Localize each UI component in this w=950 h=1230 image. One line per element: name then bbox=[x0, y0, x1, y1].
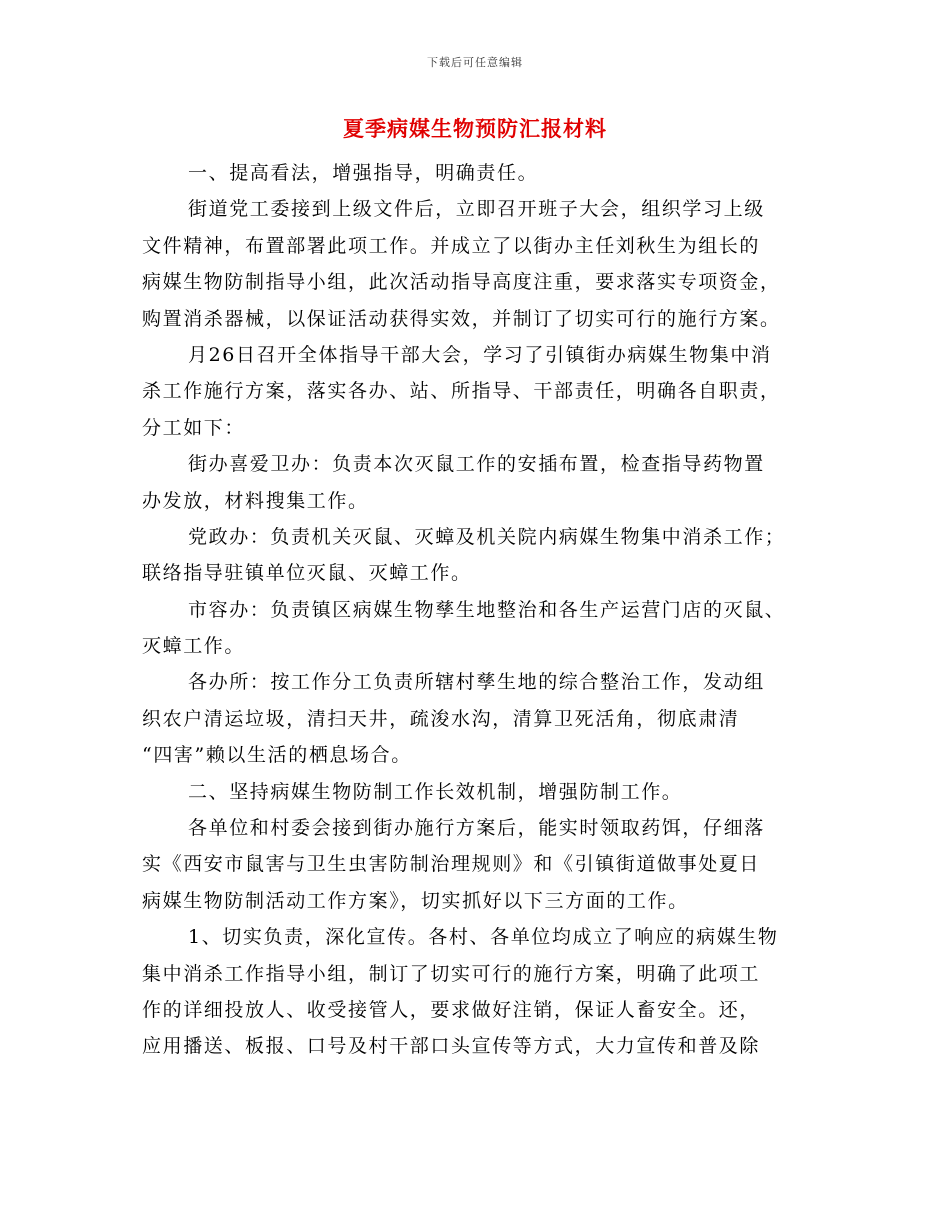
text-line: 月26日召开全体指导干部大会，学习了引镇街办病媒生物集中消 bbox=[188, 343, 772, 366]
text-line: 市容办：负责镇区病媒生物孳生地整治和各生产运营门店的灭鼠、 bbox=[188, 598, 786, 621]
text-line: 作的详细投放人、收受接管人，要求做好注销，保证人畜安全。还， bbox=[142, 998, 761, 1021]
text-line: 应用播送、板报、口号及村干部口头宣传等方式，大力宣传和普及除 bbox=[142, 1035, 761, 1058]
text-line: “四害”赖以生活的栖息场合。 bbox=[142, 744, 412, 767]
document-body bbox=[142, 155, 810, 1065]
text-line: 病媒生物防制指导小组，此次活动指导高度注重，要求落实专项资金， bbox=[142, 271, 781, 294]
text-line: 病媒生物防制活动工作方案》，切实抓好以下三方面的工作。 bbox=[142, 889, 689, 912]
text-line: 实《西安市鼠害与卫生虫害防制治理规则》和《引镇街道做事处夏日 bbox=[142, 853, 761, 876]
document-title: 夏季病媒生物预防汇报材料 bbox=[343, 116, 607, 141]
text-line: 一、提高看法，增强指导，明确责任。 bbox=[188, 162, 539, 184]
text-line: 织农户清运垃圾，清扫天井，疏浚水沟，清算卫死活角，彻底肃清 bbox=[142, 707, 740, 730]
text-line: 街办喜爱卫办：负责本次灭鼠工作的安插布置，检查指导药物置 bbox=[188, 453, 765, 476]
text-line: 各办所：按工作分工负责所辖村孳生地的综合整治工作，发动组 bbox=[188, 671, 765, 694]
text-line: 分工如下： bbox=[142, 416, 246, 439]
text-line: 购置消杀器械，以保证活动获得实效，并制订了切实可行的施行方案。 bbox=[142, 307, 781, 330]
text-line: 街道党工委接到上级文件后，立即召开班子大会，组织学习上级 bbox=[188, 198, 765, 221]
text-line: 各单位和村委会接到街办施行方案后，能实时领取药饵，仔细落 bbox=[188, 817, 765, 840]
text-line: 1、切实负责，深化宣传。各村、各单位均成立了响应的病媒生物 bbox=[188, 926, 779, 949]
text-line: 办发放，材料搜集工作。 bbox=[142, 489, 369, 512]
text-line: 杀工作施行方案，落实各办、站、所指导、干部责任，明确各自职责， bbox=[142, 380, 781, 403]
text-line: 文件精神，布置部署此项工作。并成立了以街办主任刘秋生为组长的 bbox=[142, 234, 761, 257]
text-line: 集中消杀工作指导小组，制订了切实可行的施行方案，明确了此项工 bbox=[142, 962, 761, 985]
text-line: 二、坚持病媒生物防制工作长效机制，增强防制工作。 bbox=[188, 780, 683, 803]
header-note: 下载后可任意编辑 bbox=[427, 56, 523, 69]
text-line: 联络指导驻镇单位灭鼠、灭蟑工作。 bbox=[142, 562, 472, 585]
text-line: 灭蟑工作。 bbox=[142, 635, 246, 658]
text-line: 党政办：负责机关灭鼠、灭蟑及机关院内病媒生物集中消杀工作； bbox=[188, 525, 786, 548]
